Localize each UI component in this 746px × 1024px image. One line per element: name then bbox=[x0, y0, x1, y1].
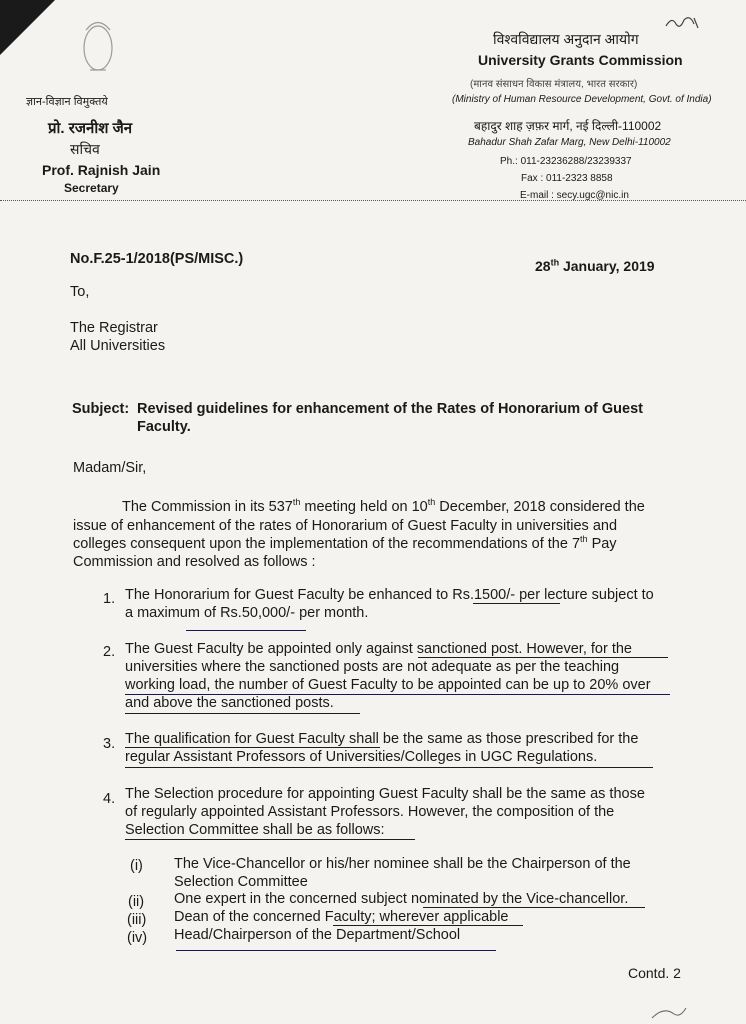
intro-line2: issue of enhancement of the rates of Honorarium of Guest Faculty in universities and bbox=[73, 518, 618, 534]
item-number: 3. bbox=[103, 736, 116, 752]
secretary-name: Prof. Rajnish Jain bbox=[42, 162, 161, 178]
ministry-name: (Ministry of Human Resource Development, Govt. of India) bbox=[452, 94, 712, 105]
header-divider bbox=[0, 200, 746, 201]
subject-line2: Faculty. bbox=[137, 419, 191, 435]
intro-line1: The Commission in its 537th meeting held on 10th December, 2018 considered the bbox=[122, 497, 645, 515]
letter-date: 28th January, 2019 bbox=[535, 257, 655, 274]
salutation: Madam/Sir, bbox=[73, 460, 147, 476]
emblem-icon bbox=[68, 10, 128, 85]
item-line: and above the sanctioned posts. bbox=[125, 695, 334, 711]
ministry-hindi: (मानव संसाधन विकास मंत्रालय, भारत सरकार) bbox=[470, 79, 638, 90]
subitem-number: (i) bbox=[130, 858, 143, 874]
item-line: The Selection procedure for appointing Guest Faculty shall be the same as those bbox=[125, 786, 645, 802]
subitem-line: Dean of the concerned Faculty; wherever applicable bbox=[174, 909, 509, 925]
page-corner-shadow bbox=[0, 0, 55, 55]
pen-underline bbox=[333, 925, 523, 926]
page-fold-mark bbox=[650, 1000, 690, 1022]
continued-note: Contd. 2 bbox=[628, 965, 681, 981]
item-line: a maximum of Rs.50,000/- per month. bbox=[125, 605, 369, 621]
pen-underline bbox=[125, 713, 360, 714]
hindi-motto: ज्ञान-विज्ञान विमुक्तये bbox=[26, 96, 108, 108]
reference-number: No.F.25-1/2018(PS/MISC.) bbox=[70, 251, 244, 267]
address-hindi: बहादुर शाह ज़फ़र मार्ग, नई दिल्ली-110002 bbox=[474, 119, 662, 133]
subitem-number: (iii) bbox=[127, 912, 147, 928]
item-line: The qualification for Guest Faculty shall be the same as those prescribed for the bbox=[125, 731, 639, 747]
pen-underline bbox=[125, 747, 380, 748]
phone: Ph.: 011-23236288/23239337 bbox=[500, 156, 632, 167]
secretary-hindi-name: प्रो. रजनीश जैन bbox=[48, 120, 133, 137]
item-line: The Guest Faculty be appointed only against sanctioned post. However, for the bbox=[125, 641, 632, 657]
item-line: Selection Committee shall be as follows: bbox=[125, 822, 385, 838]
pen-underline bbox=[473, 603, 560, 604]
pen-underline bbox=[125, 694, 670, 695]
secretary-title: Secretary bbox=[64, 181, 119, 195]
item-line: universities where the sanctioned posts are not adequate as per the teaching bbox=[125, 659, 620, 675]
subject-line1: Revised guidelines for enhancement of the Rates of Honorarium of Guest bbox=[137, 401, 643, 417]
item-line: The Honorarium for Guest Faculty be enhanced to Rs.1500/- per lecture subject to bbox=[125, 587, 654, 603]
pen-underline bbox=[176, 950, 496, 951]
item-line: working load, the number of Guest Faculty to be appointed can be up to 20% over bbox=[125, 677, 651, 693]
secretary-hindi-title: सचिव bbox=[70, 141, 100, 157]
pen-underline bbox=[125, 767, 653, 768]
email: E-mail : secy.ugc@nic.in bbox=[520, 190, 629, 201]
subitem-line: The Vice-Chancellor or his/her nominee shall be the Chairperson of the bbox=[174, 856, 631, 872]
to-line: To, bbox=[70, 284, 90, 300]
pen-underline bbox=[423, 907, 645, 908]
subitem-number: (iv) bbox=[127, 930, 148, 946]
item-number: 1. bbox=[103, 591, 116, 607]
org-name: University Grants Commission bbox=[478, 52, 683, 68]
intro-line4: Commission and resolved as follows : bbox=[73, 554, 316, 570]
subitem-line: Selection Committee bbox=[174, 874, 308, 890]
pen-underline bbox=[418, 657, 668, 658]
item-number: 4. bbox=[103, 791, 116, 807]
intro-line3: colleges consequent upon the implementation of the recommendations of the 7th Pay bbox=[73, 534, 617, 552]
fax: Fax : 011-2323 8858 bbox=[521, 173, 613, 184]
pen-underline bbox=[125, 839, 415, 840]
address: Bahadur Shah Zafar Marg, New Delhi-110002 bbox=[468, 137, 671, 148]
org-hindi: विश्वविद्यालय अनुदान आयोग bbox=[493, 31, 639, 47]
pen-underline bbox=[186, 630, 306, 631]
subitem-line: Head/Chairperson of the Department/School bbox=[174, 927, 461, 943]
item-line: of regularly appointed Assistant Professors. However, the composition of the bbox=[125, 804, 615, 820]
addressee-line1: The Registrar bbox=[70, 320, 158, 336]
item-line: regular Assistant Professors of Universities/Colleges in UGC Regulations. bbox=[125, 749, 598, 765]
item-number: 2. bbox=[103, 644, 116, 660]
addressee-line2: All Universities bbox=[70, 338, 166, 354]
handwritten-mark bbox=[664, 12, 704, 34]
subitem-line: One expert in the concerned subject nominated by the Vice-chancellor. bbox=[174, 891, 629, 907]
subject-label: Subject: bbox=[72, 401, 130, 417]
subitem-number: (ii) bbox=[128, 894, 145, 910]
